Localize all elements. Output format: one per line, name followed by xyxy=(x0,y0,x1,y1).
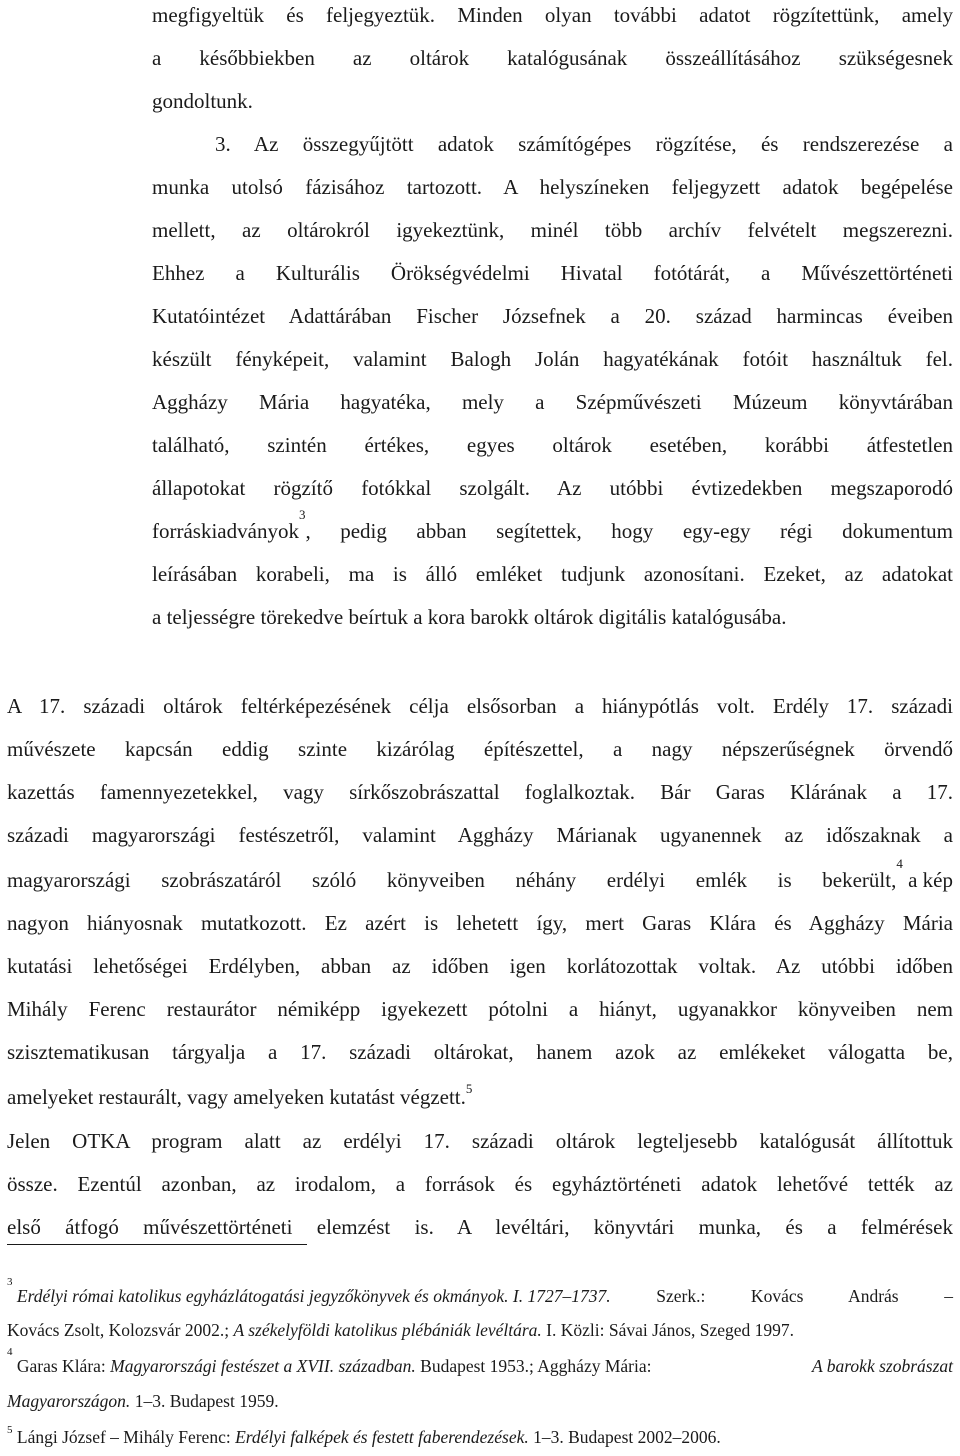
text-line: mellett, az oltárokról igyekeztünk, minél több archív felvételt megszerezni. xyxy=(152,218,953,242)
text-fragment: a kép xyxy=(902,868,953,892)
text-line: megfigyeltük és feljegyeztük. Minden olyan további adatot rögzítettünk, amely xyxy=(152,3,953,27)
text-line: századi magyarországi festészetről, valamint Aggházy Márianak ugyanennek az időszaknak a xyxy=(7,823,953,847)
text-fragment: Lángi József – Mihály Ferenc: xyxy=(12,1427,236,1447)
text-line: gondoltunk. xyxy=(152,89,253,113)
text-line: állapotokat rögzítő fotókkal szolgált. Az utóbbi évtizedekben megszaporodó xyxy=(152,476,953,500)
text-line: 3. Az összegyűjtött adatok számítógépes rögzítése, és rendszerezése a xyxy=(215,132,953,156)
text-fragment: 1–3. Budapest 1959. xyxy=(130,1391,279,1411)
footnote-divider xyxy=(7,1244,307,1245)
text-line: Jelen OTKA program alatt az erdélyi 17. századi oltárok legteljesebb katalógusát állítottuk xyxy=(7,1129,953,1153)
text-line: Ehhez a Kulturális Örökségvédelmi Hivatal fotótárát, a Művészettörténeti xyxy=(152,261,953,285)
text-line: kazettás famennyezetekkel, vagy sírkőszobrászattal foglalkoztak. Bár Garas Klárának a 17. xyxy=(7,780,953,804)
text-line: művészete kapcsán eddig szinte kizárólag építészettel, a nagy népszerűségnek örvendő xyxy=(7,737,953,761)
text-line: munka utolsó fázisához tartozott. A helyszíneken feljegyzett adatok begépelése xyxy=(152,175,953,199)
footnote-italic: A barokk szobrászat xyxy=(812,1356,953,1376)
footnote-4 xyxy=(7,1346,953,1377)
text-line: első átfogó művészettörténeti elemzést is. A levéltári, könyvtári munka, és a felmérések xyxy=(7,1215,953,1239)
text-line xyxy=(152,507,953,544)
text-line: található, szintén értékes, egyes oltárok esetében, korábbi átfestetlen xyxy=(152,433,953,457)
text-line: a teljességre törekedve beírtuk a kora barokk oltárok digitális katalógusába. xyxy=(152,605,787,629)
text-fragment: amelyeket restaurált, vagy amelyeken kutatást végzett. xyxy=(7,1085,466,1109)
footnote-ref-3[interactable]: 3 xyxy=(298,507,306,522)
text-fragment: , pedig abban segítettek, hogy egy-egy régi dokumentum xyxy=(305,519,953,543)
text-fragment: forráskiadványok xyxy=(152,519,299,543)
footnote-3 xyxy=(7,1276,953,1307)
text-line: nagyon hiányosnak mutatkozott. Ez azért is lehetett így, mert Garas Klára és Aggházy Mária xyxy=(7,911,953,935)
footnote-number: 4 xyxy=(7,1346,13,1358)
text-fragment: magyarországi szobrászatáról szóló könyveiben néhány erdélyi emlék is bekerült, xyxy=(7,868,897,892)
text-fragment: Garas Klára: xyxy=(12,1356,111,1376)
text-fragment: I. Közli: Sávai János, Szeged 1997. xyxy=(541,1320,795,1340)
text-line: a későbbiekben az oltárok katalógusának összeállításához szükségesnek xyxy=(152,46,953,70)
text-fragment: Budapest 1953.; Aggházy Mária: xyxy=(415,1356,656,1376)
footnote-italic: A székelyföldi katolikus plébániák levéltára. xyxy=(233,1320,542,1340)
footnote-number: 3 xyxy=(7,1276,13,1288)
footnote-4-cont xyxy=(7,1390,960,1412)
text-line: össze. Ezentúl azonban, az irodalom, a források és egyháztörténeti adatok lehetővé tették az xyxy=(7,1172,953,1196)
text-line: Mihály Ferenc restaurátor némiképp igyekezett pótolni a hiányt, ugyanakkor könyveiben nem xyxy=(7,997,953,1021)
text-line: Kutatóintézet Adattárában Fischer Józsefnek a 20. század harmincas éveiben xyxy=(152,304,953,328)
text-line: leírásában korabeli, ma is álló emléket tudjunk azonosítani. Ezeket, az adatokat xyxy=(152,562,953,586)
text-line: készült fényképeit, valamint Balogh Jolán hagyatékának fotóit használtuk fel. xyxy=(152,347,953,371)
footnote-italic: Erdélyi római katolikus egyházlátogatási jegyzőkönyvek és okmányok. I. 1727–1737. xyxy=(16,1286,611,1306)
text-line xyxy=(7,856,953,893)
footnote-number: 5 xyxy=(7,1424,13,1437)
text-line xyxy=(7,1081,960,1110)
text-line: szisztematikusan tárgyalja a 17. századi oltárokat, hanem azok az emlékeket válogatta be, xyxy=(7,1040,953,1064)
text-fragment: 1–3. Budapest 2002–2006. xyxy=(528,1427,721,1447)
text-line: kutatási lehetőségei Erdélyben, abban az időben igen korlátozottak voltak. Az utóbbi időben xyxy=(7,954,953,978)
footnote-ref-5[interactable]: 5 xyxy=(465,1081,473,1096)
footnote-3-cont xyxy=(7,1319,960,1341)
text-fragment: Szerk.: Kovács András – xyxy=(610,1286,953,1306)
text-line: A 17. századi oltárok feltérképezésének célja elsősorban a hiánypótlás volt. Erdély 17. századi xyxy=(7,694,953,718)
footnote-italic: Magyarországi festészet a XVII. században. xyxy=(110,1356,416,1376)
footnote-italic: Magyarországon. xyxy=(7,1391,131,1411)
text-fragment: Kovács Zsolt, Kolozsvár 2002.; xyxy=(7,1320,234,1340)
footnote-italic: Erdélyi falképek és festett faberendezések. xyxy=(235,1427,529,1447)
text-line: Aggházy Mária hagyatéka, mely a Szépművészeti Múzeum könyvtárában xyxy=(152,390,953,414)
footnote-ref-4[interactable]: 4 xyxy=(896,856,903,871)
footnote-5 xyxy=(7,1426,960,1448)
